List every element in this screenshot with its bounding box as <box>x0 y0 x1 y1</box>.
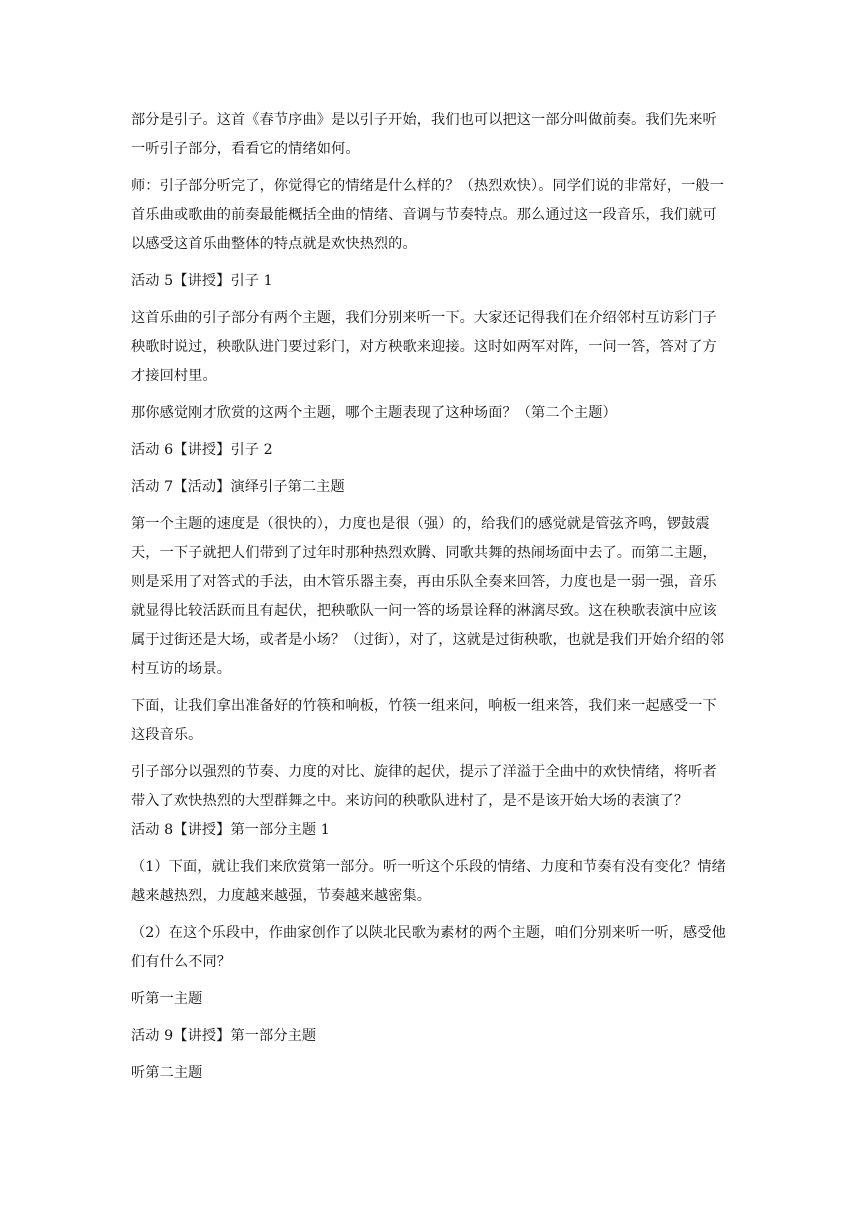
paragraph-part-one-question: （1）下面，就让我们来欣赏第一部分。听一听这个乐段的情绪、力度和节奏有没有变化？情绪越来越热烈，力度越来越强，节奏越来越密集。 <box>131 859 726 904</box>
heading-activity-9: 活动 9【讲授】第一部分主题 <box>131 1028 317 1044</box>
paragraph-two-themes: 这首乐曲的引子部分有两个主题，我们分别来听一下。大家还记得我们在介绍邻村互访彩门子秧歌时说过，秧歌队进门要过彩门，对方秧歌来迎接。这时如两军对阵，一问一答，答对了方才接回村里。 <box>131 310 717 384</box>
heading-activity-6: 活动 6【讲授】引子 2 <box>131 442 273 458</box>
heading-activity-5: 活动 5【讲授】引子 1 <box>131 273 273 289</box>
paragraph-chopsticks-castanets: 下面，让我们拿出准备好的竹筷和响板，竹筷一组来问，响板一组来答，我们来一起感受一下这段音乐。 <box>131 698 717 743</box>
paragraph-listen-first-theme: 听第一主题 <box>131 991 203 1007</box>
paragraph-intro-summary: 引子部分以强烈的节奏、力度的对比、旋律的起伏，提示了洋溢于全曲中的欢快情绪，将听者带入了欢快热烈的大型群舞之中。来访问的秧歌队进村了，是不是该开始大场的表演了？ <box>131 764 717 809</box>
paragraph-listen-second-theme: 听第二主题 <box>131 1065 203 1081</box>
heading-activity-8: 活动 8【讲授】第一部分主题 1 <box>131 822 330 838</box>
paragraph-shaanbei-themes: （2）在这个乐段中，作曲家创作了以陕北民歌为素材的两个主题，咱们分别来听一听，感受他们有什么不同？ <box>131 925 726 970</box>
paragraph-teacher-question: 师：引子部分听完了，你觉得它的情绪是什么样的？（热烈欢快）。同学们说的非常好，一般一首乐曲或歌曲的前奏最能概括全曲的情绪、音调与节奏特点。那么通过这一段音乐，我们就可以感受这首乐曲整体的特点就是欢快热烈的。 <box>131 178 724 252</box>
paragraph-first-theme-analysis: 第一个主题的速度是（很快的），力度也是很（强）的，给我们的感觉就是管弦齐鸣，锣鼓震天，一下子就把人们带到了过年时那种热烈欢腾、同歌共舞的热闹场面中去了。而第二主题，则是采用了对答式的手法，由木管乐器主奏，再由乐队全奏来回答，力度也是一弱一强，音乐就显得比较活跃而且有起伏，把秧歌队一问一答的场景诠释的淋漓尽致。这在秧歌表演中应该属于过街还是大场，或者是小场？（过街），对了，这就是过街秧歌，也就是我们开始介绍的邻村互访的场景。 <box>131 516 724 677</box>
heading-activity-7: 活动 7【活动】演绎引子第二主题 <box>131 479 345 495</box>
paragraph-which-theme: 那你感觉刚才欣赏的这两个主题，哪个主题表现了这种场面？（第二个主题） <box>131 405 617 421</box>
paragraph-intro-continuation: 部分是引子。这首《春节序曲》是以引子开始，我们也可以把这一部分叫做前奏。我们先来听一听引子部分，看看它的情绪如何。 <box>131 112 717 157</box>
document-page <box>131 106 731 1088</box>
